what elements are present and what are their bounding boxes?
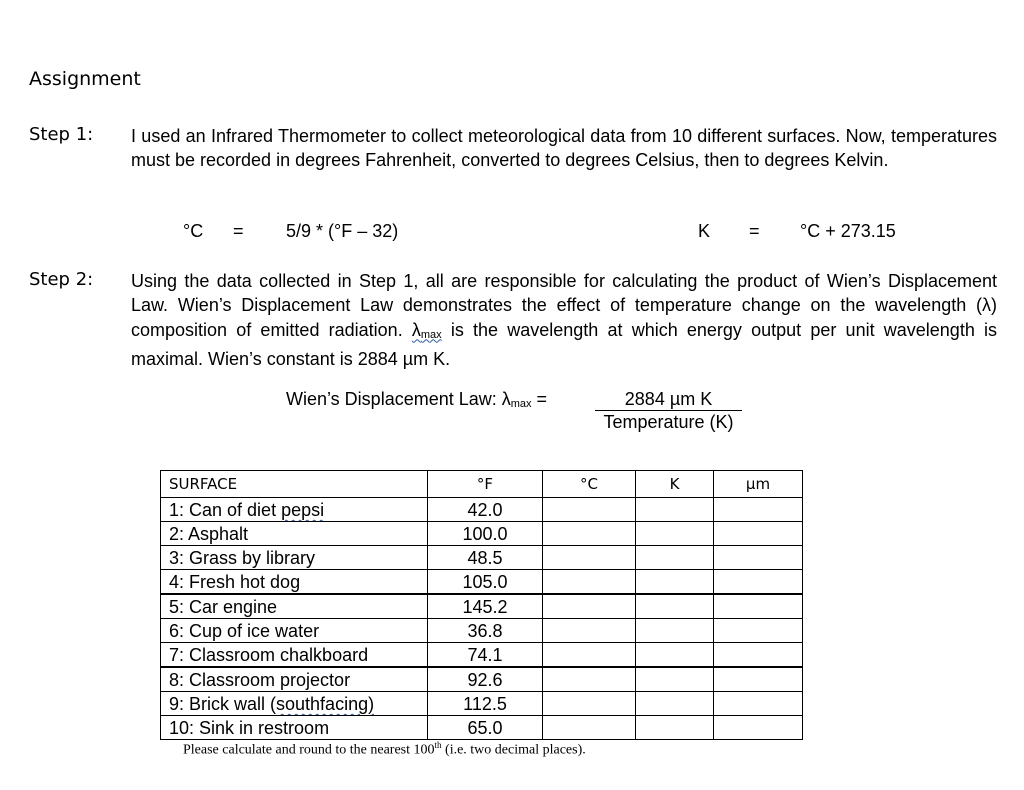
celsius-cell bbox=[543, 692, 636, 716]
fahrenheit-cell: 92.6 bbox=[428, 667, 543, 692]
surface-cell: 6: Cup of ice water bbox=[161, 619, 428, 643]
celsius-symbol: °C bbox=[183, 221, 204, 241]
micrometer-cell bbox=[714, 619, 803, 643]
surface-data-table bbox=[160, 470, 803, 740]
celsius-cell bbox=[543, 546, 636, 570]
micrometer-cell bbox=[714, 498, 803, 522]
wien-denominator: Temperature (K) bbox=[603, 412, 734, 432]
fahrenheit-cell: 145.2 bbox=[428, 594, 543, 619]
lambda-max-term bbox=[412, 320, 442, 340]
table-row bbox=[161, 716, 803, 740]
document-title: Assignment bbox=[29, 68, 141, 90]
surface-cell: 1: Can of diet pepsi bbox=[161, 498, 428, 522]
celsius-cell bbox=[543, 619, 636, 643]
micrometer-cell bbox=[714, 522, 803, 546]
header-kelvin: K bbox=[636, 471, 714, 498]
celsius-cell bbox=[543, 498, 636, 522]
fahrenheit-cell: 65.0 bbox=[428, 716, 543, 740]
micrometer-cell bbox=[714, 570, 803, 595]
celsius-cell bbox=[543, 716, 636, 740]
celsius-cell bbox=[543, 594, 636, 619]
kelvin-symbol: K bbox=[698, 221, 711, 241]
surface-cell: 8: Classroom projector bbox=[161, 667, 428, 692]
surface-cell: 3: Grass by library bbox=[161, 546, 428, 570]
kelvin-cell bbox=[636, 594, 714, 619]
header-surface: SURFACE bbox=[161, 471, 428, 498]
table-row bbox=[161, 498, 803, 522]
celsius-cell bbox=[543, 667, 636, 692]
surface-cell: 9: Brick wall (southfacing) bbox=[161, 692, 428, 716]
step2-text-a: Using the data collected in Step 1, all are responsible for calculating the product of Wien’s Displacement Law. Wien’s Displacement Law demonstrates the effect of temperature change on the wavelength (λ) composition of emitted radiation. bbox=[131, 271, 997, 340]
fahrenheit-cell: 42.0 bbox=[428, 498, 543, 522]
step1-text: I used an Infrared Thermometer to collect meteorological data from 10 different surfaces. Now, temperatures must be recorded in degrees Fahrenheit, converted to degrees Celsius, then to degrees Kelvin. bbox=[131, 126, 997, 171]
kelvin-cell bbox=[636, 716, 714, 740]
step2-text-b: is the wavelength at which energy output per unit wavelength is maximal. Wien’s constant is 2884 µm K. bbox=[131, 319, 998, 369]
surface-cell: 4: Fresh hot dog bbox=[161, 570, 428, 595]
micrometer-cell bbox=[714, 716, 803, 740]
kelvin-cell bbox=[636, 522, 714, 546]
kelvin-cell bbox=[636, 643, 714, 668]
header-celsius: °C bbox=[543, 471, 636, 498]
header-fahrenheit: °F bbox=[428, 471, 543, 498]
fahrenheit-cell: 74.1 bbox=[428, 643, 543, 668]
max-subscript: max bbox=[420, 328, 442, 341]
surface-cell: 7: Classroom chalkboard bbox=[161, 643, 428, 668]
header-micrometers: µm bbox=[714, 471, 803, 498]
micrometer-cell bbox=[714, 546, 803, 570]
surface-cell: 5: Car engine bbox=[161, 594, 428, 619]
table-row bbox=[161, 594, 803, 619]
celsius-cell bbox=[543, 643, 636, 668]
fahrenheit-cell: 36.8 bbox=[428, 619, 543, 643]
kelvin-cell bbox=[636, 570, 714, 595]
equals-sign-2: = bbox=[749, 221, 760, 241]
step2-text bbox=[131, 269, 997, 371]
micrometer-cell bbox=[714, 594, 803, 619]
kelvin-formula: °C + 273.15 bbox=[800, 221, 896, 241]
step1-label: Step 1: bbox=[29, 124, 94, 145]
celsius-formula: 5/9 * (°F – 32) bbox=[286, 221, 399, 241]
fahrenheit-cell: 112.5 bbox=[428, 692, 543, 716]
kelvin-cell bbox=[636, 667, 714, 692]
celsius-cell bbox=[543, 522, 636, 546]
rounding-note: Please calculate and round to the nearest 100th (i.e. two decimal places). bbox=[183, 740, 586, 758]
micrometer-cell bbox=[714, 643, 803, 668]
kelvin-cell bbox=[636, 498, 714, 522]
table-row bbox=[161, 667, 803, 692]
table-row bbox=[161, 692, 803, 716]
fahrenheit-cell: 48.5 bbox=[428, 546, 543, 570]
spellcheck-flag: pepsi bbox=[281, 500, 325, 520]
equals-sign-1: = bbox=[233, 221, 244, 241]
wien-numerator: 2884 µm K bbox=[595, 389, 742, 411]
kelvin-cell bbox=[636, 692, 714, 716]
micrometer-cell bbox=[714, 692, 803, 716]
table-row bbox=[161, 522, 803, 546]
table-row bbox=[161, 546, 803, 570]
fahrenheit-cell: 100.0 bbox=[428, 522, 543, 546]
surface-cell: 2: Asphalt bbox=[161, 522, 428, 546]
table-header-row bbox=[161, 471, 803, 498]
kelvin-cell bbox=[636, 546, 714, 570]
table-row bbox=[161, 619, 803, 643]
micrometer-cell bbox=[714, 667, 803, 692]
step2-label: Step 2: bbox=[29, 269, 94, 290]
fahrenheit-cell: 105.0 bbox=[428, 570, 543, 595]
wien-law-label: Wien’s Displacement Law: $\lambda_{max}$ = bbox=[286, 389, 548, 410]
table-row bbox=[161, 570, 803, 595]
kelvin-cell bbox=[636, 619, 714, 643]
table-row bbox=[161, 643, 803, 668]
lambda-symbol: λ bbox=[411, 319, 421, 340]
spellcheck-flag: (southfacing) bbox=[270, 694, 375, 714]
surface-cell: 10: Sink in restroom bbox=[161, 716, 428, 740]
celsius-cell bbox=[543, 570, 636, 595]
